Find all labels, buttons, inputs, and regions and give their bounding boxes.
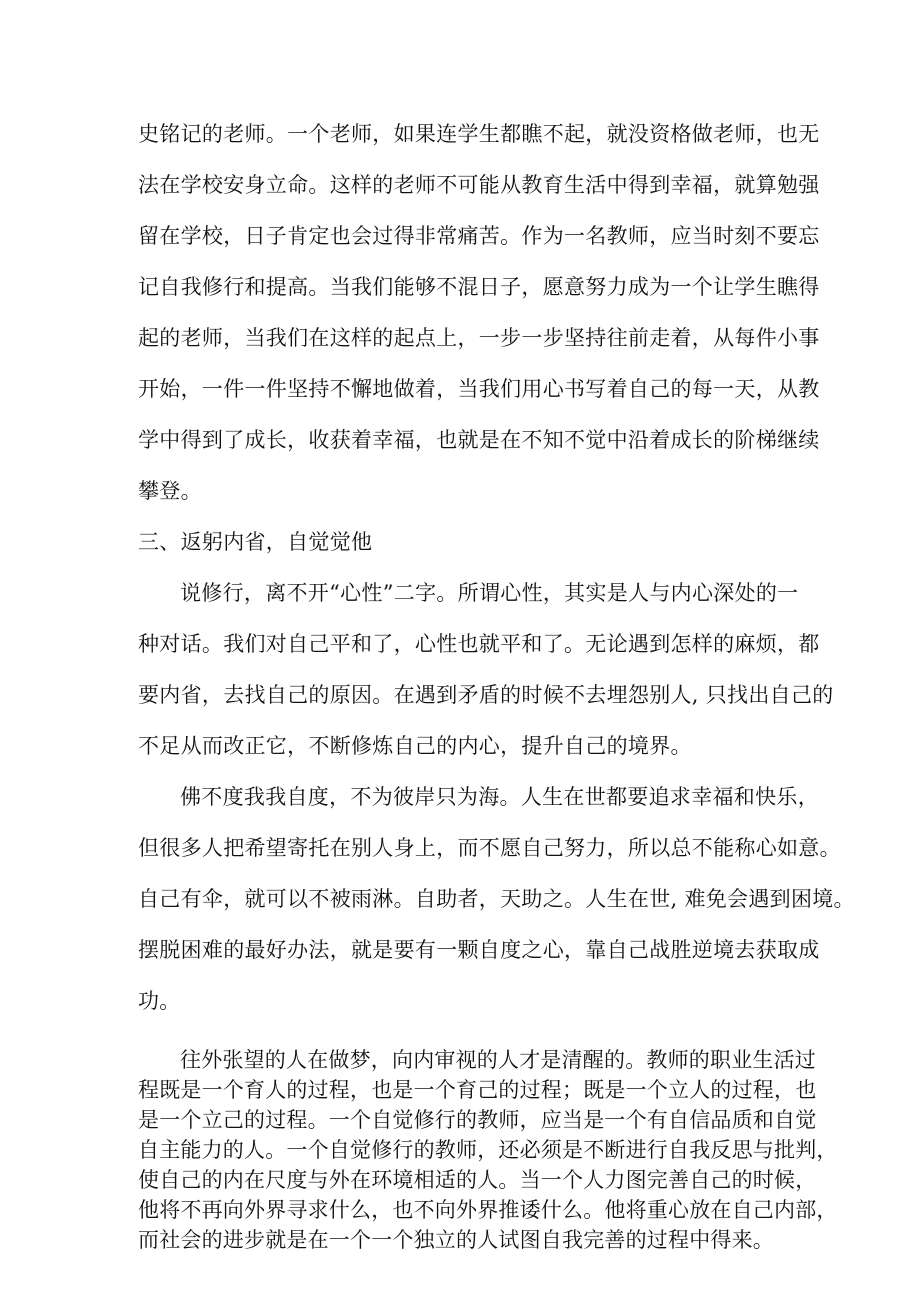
paragraph-line: 是一个立己的过程。一个自觉修行的教师，应当是一个有自信品质和自觉 (138, 1108, 817, 1132)
paragraph-line: 开始，一件一件坚持不懈地做着，当我们用心书写着自己的每一天，从教 (138, 377, 820, 401)
paragraph-line: 往外张望的人在做梦，向内审视的人才是清醒的。教师的职业生活过 (180, 1048, 816, 1072)
paragraph-line: 功。 (138, 989, 181, 1013)
paragraph-line: 说修行，离不开“心性”二字。所谓心性，其实是人与内心深处的一 (180, 581, 799, 605)
paragraph-line: 不足从而改正它，不断修炼自己的内心，提升自己的境界。 (138, 734, 692, 758)
paragraph-line: 种对话。我们对自己平和了，心性也就平和了。无论遇到怎样的麻烦，都 (138, 632, 820, 656)
paragraph-line: 起的老师，当我们在这样的起点上，一步一步坚持往前走着，从每件小事 (138, 326, 820, 350)
paragraph-line: 学中得到了成长，收获着幸福，也就是在不知不觉中沿着成长的阶梯继续 (138, 428, 820, 452)
paragraph-line: 自己有伞，就可以不被雨淋。自助者，天助之。人生在世, 难免会遇到困境。 (138, 887, 855, 911)
paragraph-line: 法在学校安身立命。这样的老师不可能从教育生活中得到幸福，就算勉强 (138, 173, 820, 197)
paragraph-line: 要内省，去找自己的原因。在遇到矛盾的时候不去埋怨别人, 只找出自己的 (138, 683, 834, 707)
paragraph-line: 程既是一个育人的过程，也是一个育己的过程；既是一个立人的过程，也 (138, 1078, 817, 1102)
section-heading: 三、返躬内省，自觉觉他 (138, 530, 373, 554)
paragraph-line: 摆脱困难的最好办法，就是要有一颗自度之心，靠自己战胜逆境去获取成 (138, 938, 820, 962)
paragraph-line: 攀登。 (138, 479, 202, 503)
paragraph-line: 使自己的内在尺度与外在环境相适的人。当一个人力图完善自己的时候， (138, 1168, 817, 1192)
paragraph-line: 而社会的进步就是在一个一个独立的人试图自我完善的过程中得来。 (138, 1228, 774, 1252)
paragraph-line: 但很多人把希望寄托在别人身上，而不愿自己努力，所以总不能称心如意。 (138, 836, 841, 860)
paragraph-line: 他将不再向外界寻求什么，也不向外界推诿什么。他将重心放在自己内部， (138, 1198, 838, 1222)
paragraph-line: 记自我修行和提高。当我们能够不混日子，愿意努力成为一个让学生瞧得 (138, 275, 820, 299)
paragraph-line: 史铭记的老师。一个老师，如果连学生都瞧不起，就没资格做老师，也无 (138, 122, 820, 146)
paragraph-line: 自主能力的人。一个自觉修行的教师，还必须是不断进行自我反思与批判， (138, 1138, 838, 1162)
paragraph-line: 留在学校，日子肯定也会过得非常痛苦。作为一名教师，应当时刻不要忘 (138, 224, 820, 248)
paragraph-line: 佛不度我我自度，不为彼岸只为海。人生在世都要追求幸福和快乐， (180, 785, 819, 809)
